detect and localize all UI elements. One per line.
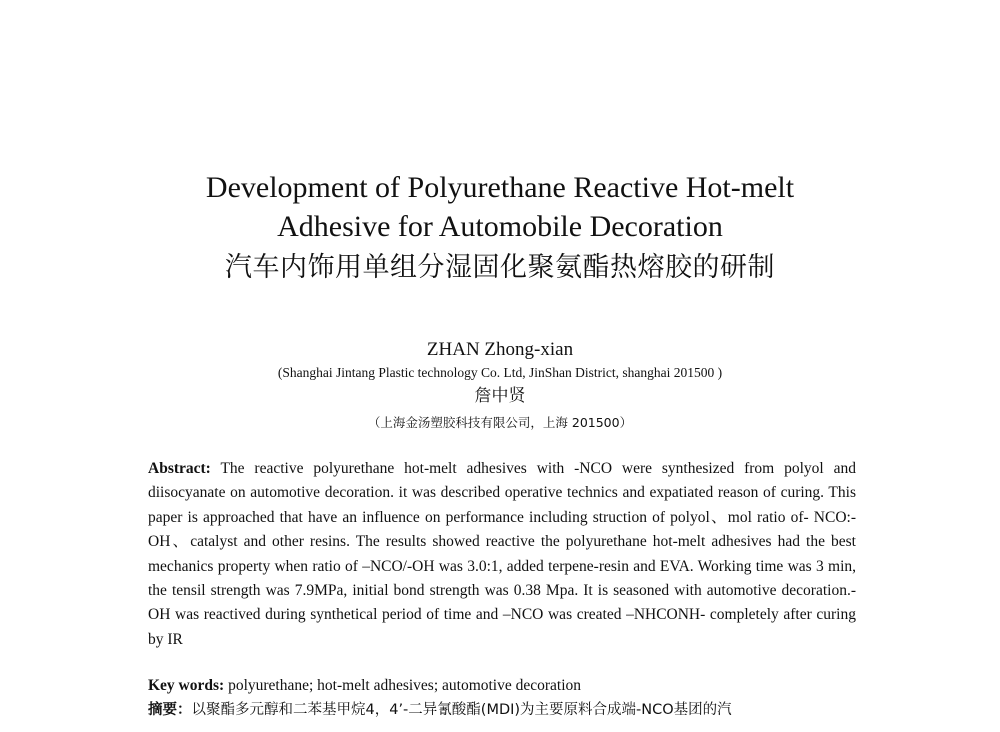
title-english-line-1: Development of Polyurethane Reactive Hot-melt xyxy=(205,171,795,204)
title-english-line-2: Adhesive for Automobile Decoration xyxy=(277,210,723,243)
author-name-english: ZHAN Zhong-xian xyxy=(426,339,574,360)
affiliation-english: (Shanghai Jintang Plastic technology Co. Ltd, JinShan District, shanghai 201500 ) xyxy=(277,365,723,380)
title-chinese: 汽车内饰用单组分湿固化聚氨酯热熔胶的研制 xyxy=(225,252,775,283)
abstract-text: The reactive polyurethane hot-melt adhesives with -NCO were synthesized from polyol and diisocyanate on automotive decoration. it was described operative technics and expatiated reason of curing. This paper is approached that have an influence on performance including struction of polyol、mol ratio of- NCO:-OH、catalyst and other resins. The results showed reactive the polyurethane hot-melt adhesives had the best mechanics property when ratio of –NCO/-OH was 3.0:1, added terpene-resin and EVA. Working time was 3 min, the tensil strength was 7.9MPa, initial bond strength was 0.38 Mpa. It is seasoned with automotive decoration.-OH was reactived during synthetical period of time and –NCO was created –NHCONH- completely after curing by IR xyxy=(148,460,856,648)
abstract-paragraph xyxy=(148,457,856,652)
chinese-abstract-text: 以聚酯多元醇和二苯基甲烷4，4’-二异氰酸酯(MDI)为主要原料合成端-NCO基团的汽 xyxy=(191,702,732,718)
affiliation-chinese: （上海金汤塑胶科技有限公司，上海 201500） xyxy=(367,415,633,430)
chinese-abstract-paragraph xyxy=(148,698,856,723)
keywords-label: Key words: xyxy=(148,677,225,694)
keywords-text: polyurethane; hot-melt adhesives; automotive decoration xyxy=(228,677,582,694)
keywords-paragraph xyxy=(148,674,856,698)
abstract-label: Abstract: xyxy=(148,460,211,477)
author-name-chinese: 詹中贤 xyxy=(474,386,526,406)
chinese-abstract-label: 摘要： xyxy=(148,702,192,718)
